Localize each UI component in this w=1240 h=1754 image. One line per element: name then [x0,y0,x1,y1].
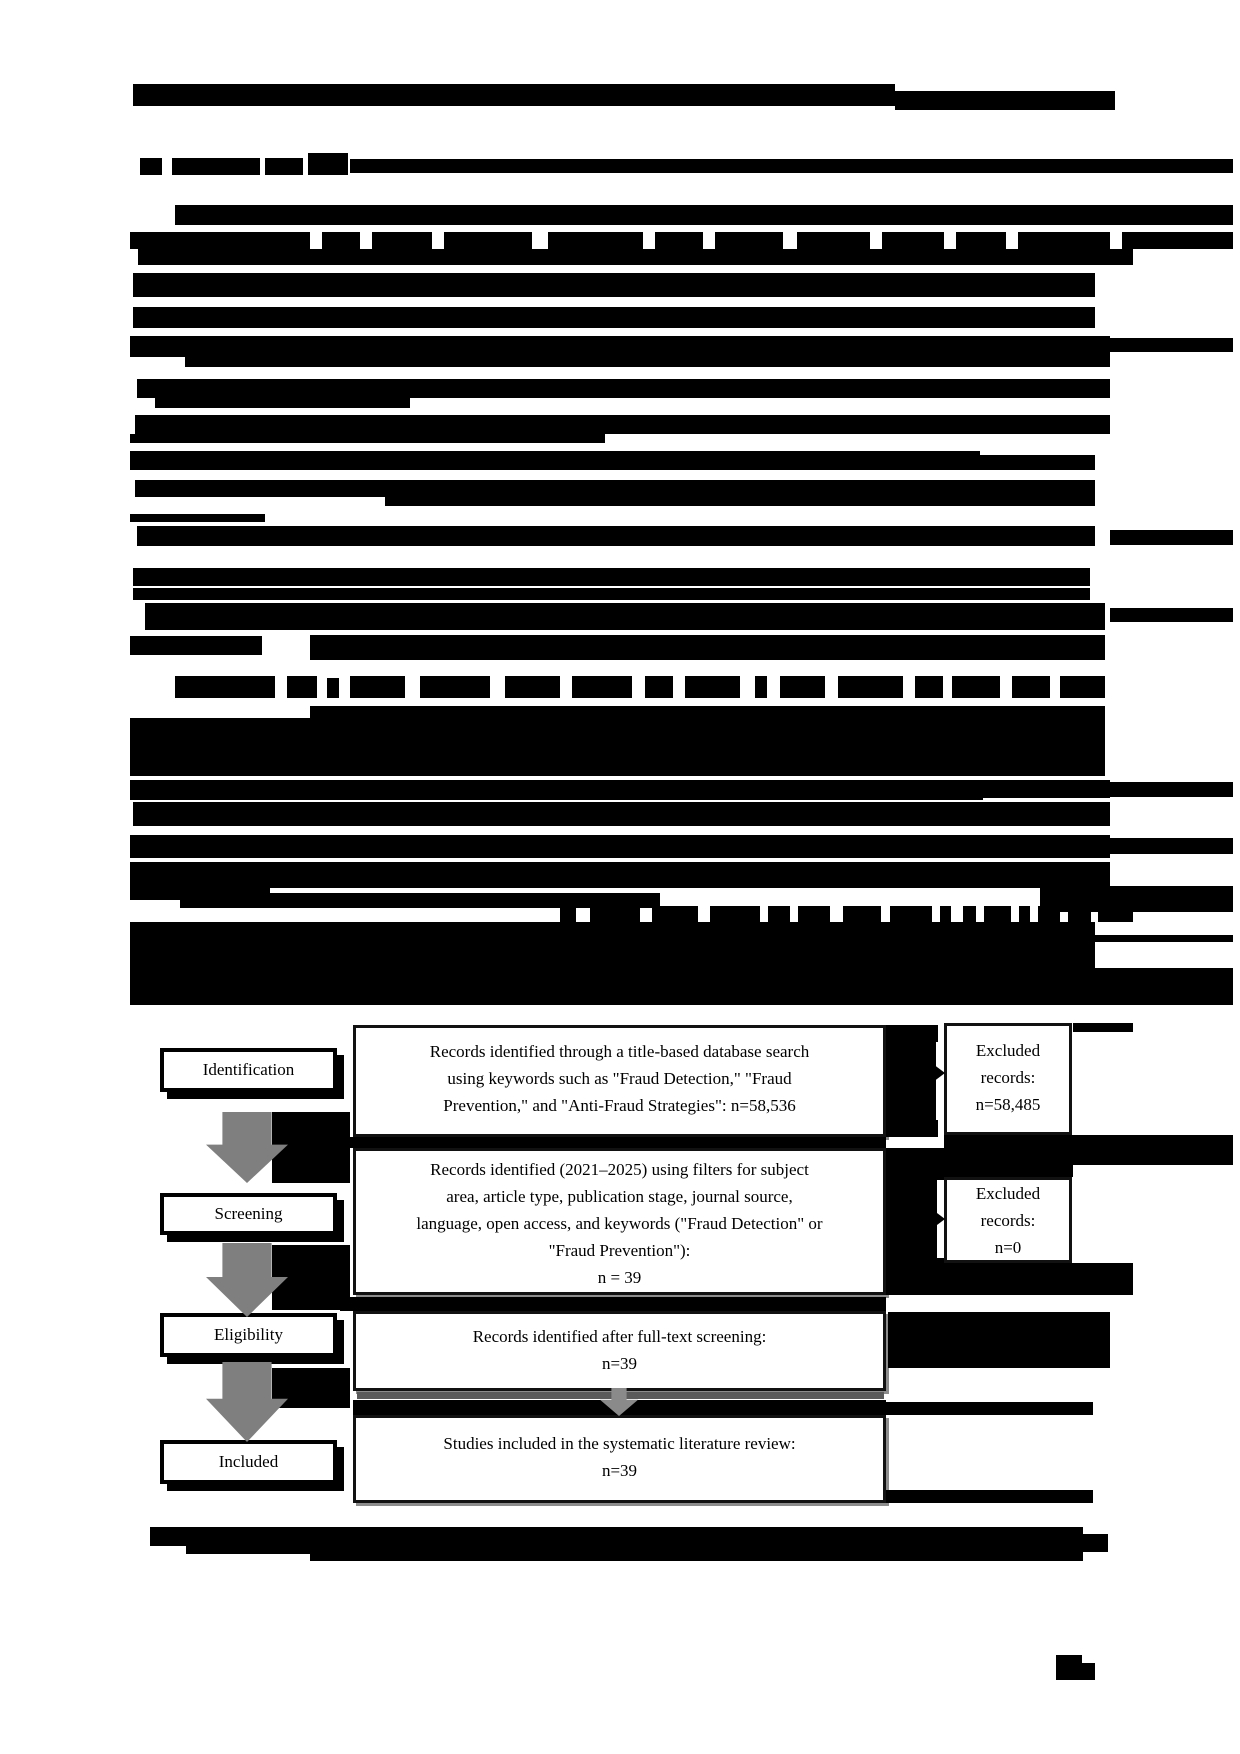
excluded-box-text-line: n=58,485 [975,1095,1041,1114]
redaction-bar [130,726,1105,776]
redaction-bar [140,158,162,175]
flow-box-screening [353,1148,886,1295]
flow-box-text-line: Records identified through a title-based database search [429,1042,810,1061]
redaction-bar [130,514,265,522]
redaction-bar [984,906,1011,922]
redaction-bar [572,676,632,698]
redaction-bar [888,1312,1110,1368]
redaction-bar [186,1546,1083,1554]
redaction-bar [940,906,951,922]
stage-label-text: Screening [214,1204,283,1223]
flow-box-text-line: n = 39 [597,1268,642,1287]
redaction-bar [372,232,432,249]
stage-label-text: Included [218,1452,279,1471]
redaction-bar [130,451,980,470]
redaction-bar [655,232,703,249]
redaction-bar [145,603,1105,630]
flow-box-text-line: Records identified (2021–2025) using filters for subject [430,1160,809,1179]
redaction-bar [886,1025,938,1137]
redaction-bar [185,357,1110,367]
redaction-bar [420,676,490,698]
redaction-bar [1073,1135,1233,1165]
redaction-bar [983,780,1110,798]
flow-box-text-line: n=39 [601,1354,638,1373]
flow-box-text-line: Prevention," and "Anti-Fraud Strategies": n=58,536 [443,1096,796,1115]
redaction-bar [133,273,1095,297]
redaction-bar [1060,676,1105,698]
redaction-bar [135,415,1110,434]
redaction-bar [1083,1534,1108,1552]
redaction-bar [560,906,576,922]
redaction-bar [755,676,767,698]
redaction-bar [886,1263,1133,1295]
right-arrow-icon [933,1064,945,1082]
redaction-bar [130,434,605,443]
redaction-bar [1110,838,1233,854]
excluded-box-text-line: records: [980,1068,1036,1087]
redaction-bar [138,249,1133,265]
redaction-bar [135,480,1095,497]
flow-box-text-line: language, open access, and keywords ("Fraud Detection" or [416,1214,823,1233]
redaction-bar [175,676,275,698]
stage-label-text: Identification [202,1060,295,1079]
redaction-bar [350,676,405,698]
redaction-bar [1019,906,1030,922]
redaction-bar [882,232,944,249]
redaction-bar [715,232,783,249]
redaction-bar [130,780,983,800]
flow-box-text-line: using keywords such as "Fraud Detection," "Fraud [447,1069,792,1088]
redaction-bar [956,232,1006,249]
redaction-bar [944,1148,1073,1177]
redaction-bar [915,676,943,698]
redaction-bar [308,153,348,175]
redaction-bar [130,232,310,249]
redaction-bar [1056,1663,1095,1680]
redaction-bar [645,676,673,698]
redaction-bar [685,676,740,698]
redaction-bar [172,158,260,175]
redaction-bar [340,1297,886,1311]
redaction-bar [133,84,895,106]
redaction-bar [322,232,360,249]
redaction-bar [133,568,1090,586]
stage-label-eligibility [160,1313,337,1357]
redaction-bar [130,968,1233,1005]
redaction-bar [287,676,317,698]
redaction-bar [350,159,1233,173]
redaction-bar [444,232,532,249]
redaction-bar [130,942,1095,968]
redaction-bar [137,379,1110,398]
redaction-bar [768,906,790,922]
flow-box-eligibility [353,1311,886,1391]
flow-box-text-line: n=39 [601,1461,638,1480]
redaction-bar [1110,530,1233,545]
redaction-bar [797,232,870,249]
redaction-bar [710,906,760,922]
redaction-bar [890,906,932,922]
redaction-bar [340,1137,886,1148]
excluded-box-text-line: records: [980,1211,1036,1230]
redaction-bar [155,398,410,408]
redaction-bar [1110,782,1233,797]
redaction-bar [963,906,976,922]
excluded-box-text-line: Excluded [975,1184,1041,1203]
redaction-bar [327,678,339,698]
redaction-bar [310,635,1105,660]
redaction-bar [265,158,303,175]
redaction-bar [1018,232,1110,249]
redaction-bar [133,588,1090,600]
flow-box-included [353,1415,886,1503]
redaction-bar [130,636,262,655]
redaction-bar [590,906,640,922]
redaction-bar [130,862,1110,888]
redaction-bar [980,455,1095,470]
stage-label-screening [160,1193,337,1235]
flow-box-text-line: Records identified after full-text screening: [472,1327,767,1346]
redaction-bar [886,1490,1093,1503]
flow-box-identification [353,1025,886,1137]
redaction-bar [133,307,1095,328]
redaction-bar [798,906,830,922]
redaction-bar [505,676,560,698]
redaction-bar [385,497,1095,506]
excluded-box-text-line: n=0 [994,1238,1022,1257]
redaction-bar [130,835,1110,858]
redaction-bar [886,1402,1093,1415]
flow-box-text-line: area, article type, publication stage, journal source, [446,1187,793,1206]
redaction-bar [137,526,1095,546]
excluded-box-identification [944,1023,1072,1135]
redaction-bar [133,802,1110,826]
redaction-bar [895,91,1115,110]
redaction-bar [548,232,643,249]
redaction-bar [310,706,1105,726]
stage-label-identification [160,1048,337,1092]
redaction-bar [130,935,1233,942]
redaction-bar [780,676,825,698]
redaction-bar [310,1554,1083,1561]
redaction-bar [838,676,903,698]
redaction-bar [175,205,1233,225]
redaction-bar [1040,886,1233,912]
redaction-bar [952,676,1000,698]
redaction-bar [1110,608,1233,622]
redaction-bar [1122,232,1233,249]
flow-box-text-line: "Fraud Prevention"): [548,1241,691,1260]
redaction-bar [1012,676,1050,698]
redaction-bar [843,906,881,922]
redaction-bar [130,922,1095,935]
redaction-bar [652,906,698,922]
redaction-bar [150,1527,1083,1546]
excluded-box-text-line: Excluded [975,1041,1041,1060]
stage-label-included [160,1440,337,1484]
redaction-bar [1073,1023,1133,1032]
redaction-bar [180,893,660,908]
redaction-bar [1110,338,1233,352]
redaction-bar [130,336,1110,357]
right-arrow-icon [933,1210,945,1228]
excluded-box-screening [944,1177,1072,1263]
flow-box-text-line: Studies included in the systematic literature review: [443,1434,796,1453]
stage-label-text: Eligibility [214,1325,283,1344]
